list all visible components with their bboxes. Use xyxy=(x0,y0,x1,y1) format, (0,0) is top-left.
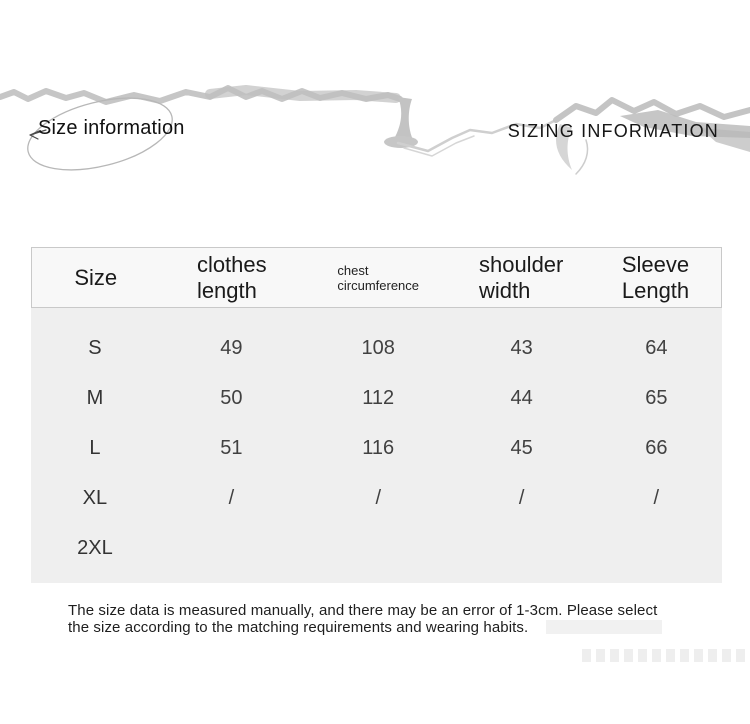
column-header-label: chest xyxy=(337,262,369,278)
column-header-label: Length xyxy=(621,277,690,303)
size-label: 2XL xyxy=(77,536,113,559)
size-label: M xyxy=(86,386,104,409)
column-header-label: width xyxy=(478,277,531,303)
brush-stroke-decoration xyxy=(0,0,750,200)
table-cell: 43 xyxy=(510,336,533,359)
size-table xyxy=(31,247,722,583)
column-header-label: circumference xyxy=(337,277,420,293)
size-disclaimer-line1: The size data is measured manually, and there may be an error of 1-3cm. Please select xyxy=(68,602,658,619)
size-table-body xyxy=(31,308,722,583)
column-header-label: clothes xyxy=(196,251,267,277)
table-cell: 50 xyxy=(220,386,243,409)
table-cell: 116 xyxy=(362,436,395,459)
table-row-xl xyxy=(31,473,722,523)
table-cell: 49 xyxy=(220,336,243,359)
table-cell: / xyxy=(375,486,381,509)
page-title: Size information xyxy=(38,117,185,139)
column-header-shoulder-width xyxy=(452,248,590,307)
size-label: L xyxy=(89,436,101,459)
table-cell: 108 xyxy=(361,336,395,359)
column-header-chest-circumference xyxy=(304,248,452,307)
table-cell: 64 xyxy=(645,336,668,359)
table-row-s xyxy=(31,323,722,373)
waterfall-blob xyxy=(394,97,413,142)
table-row-m xyxy=(31,373,722,423)
table-cell: 66 xyxy=(645,436,668,459)
size-table-header-row xyxy=(31,247,722,308)
table-cell: / xyxy=(228,486,235,509)
table-row-2xl xyxy=(31,523,722,573)
column-header-label: length xyxy=(196,277,257,303)
column-header-label: shoulder xyxy=(478,251,564,277)
size-label: XL xyxy=(82,486,108,509)
table-cell: 45 xyxy=(510,436,533,459)
faint-watermark-block xyxy=(546,620,662,634)
size-disclaimer-line2: the size according to the matching requirements and wearing habits. xyxy=(68,619,529,636)
page-title-uppercase: SIZING INFORMATION xyxy=(507,121,719,141)
column-header-label: Size xyxy=(74,264,118,290)
column-header-size xyxy=(32,248,159,307)
table-cell: / xyxy=(518,486,525,509)
column-header-sleeve-length xyxy=(590,248,721,307)
size-label: S xyxy=(88,336,102,359)
tail-squiggle-line xyxy=(576,140,588,174)
faint-watermark-glyphs xyxy=(582,649,748,662)
column-header-clothes-length xyxy=(159,248,304,307)
ridge-left-thick xyxy=(210,90,396,98)
table-cell: 112 xyxy=(362,386,395,409)
table-row-l xyxy=(31,423,722,473)
table-cell: / xyxy=(653,486,660,509)
column-header-label: Sleeve xyxy=(621,251,690,277)
table-cell: 44 xyxy=(510,386,533,409)
table-cell: 65 xyxy=(645,386,668,409)
table-cell: 51 xyxy=(220,436,243,459)
